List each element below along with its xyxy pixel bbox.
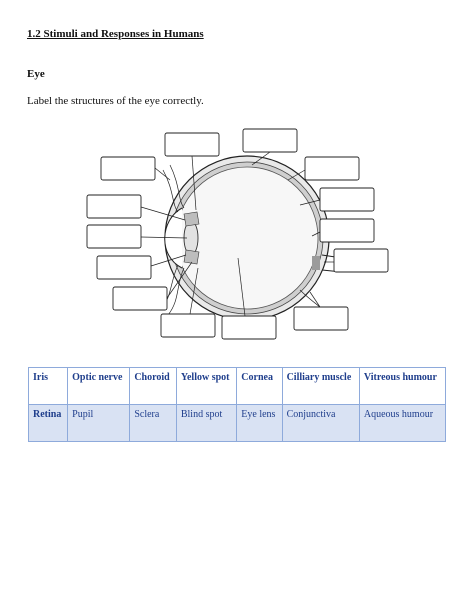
label-box-1[interactable] — [165, 133, 219, 156]
label-box-12[interactable] — [294, 307, 348, 330]
label-box-14[interactable] — [222, 316, 276, 339]
label-box-4[interactable] — [305, 157, 359, 180]
label-box-13[interactable] — [161, 314, 215, 337]
term-cell: Sclera — [130, 405, 177, 442]
term-cell: Iris — [29, 368, 68, 405]
label-box-7[interactable] — [320, 219, 374, 242]
term-cell: Vitreous humour — [359, 368, 445, 405]
term-cell: Choroid — [130, 368, 177, 405]
label-box-2[interactable] — [243, 129, 297, 152]
term-cell: Aqueous humour — [359, 405, 445, 442]
label-box-8[interactable] — [87, 225, 141, 248]
term-cell: Yellow spot — [176, 368, 236, 405]
instruction-text: Label the structures of the eye correctly. — [27, 95, 204, 107]
label-box-3[interactable] — [101, 157, 155, 180]
term-cell: Cornea — [237, 368, 282, 405]
worksheet-heading: 1.2 Stimuli and Responses in Humans — [27, 28, 204, 40]
leader-12 — [310, 292, 320, 307]
term-cell: Pupil — [68, 405, 130, 442]
leader-3 — [155, 168, 170, 180]
section-title: Eye — [27, 68, 45, 80]
label-box-6[interactable] — [87, 195, 141, 218]
table-row — [29, 405, 446, 442]
table-row — [29, 368, 446, 405]
terms-table — [28, 367, 446, 442]
ciliary-upper — [184, 212, 199, 226]
term-cell: Conjunctiva — [282, 405, 359, 442]
term-cell: Cilliary muscle — [282, 368, 359, 405]
term-cell: Retina — [29, 405, 68, 442]
label-box-10[interactable] — [97, 256, 151, 279]
label-box-11[interactable] — [113, 287, 167, 310]
label-box-9[interactable] — [334, 249, 388, 272]
blind-spot-mark — [312, 256, 320, 270]
label-box-5[interactable] — [320, 188, 374, 211]
term-cell: Eye lens — [237, 405, 282, 442]
ciliary-lower — [184, 250, 199, 264]
term-cell: Optic nerve — [68, 368, 130, 405]
term-cell: Blind spot — [176, 405, 236, 442]
